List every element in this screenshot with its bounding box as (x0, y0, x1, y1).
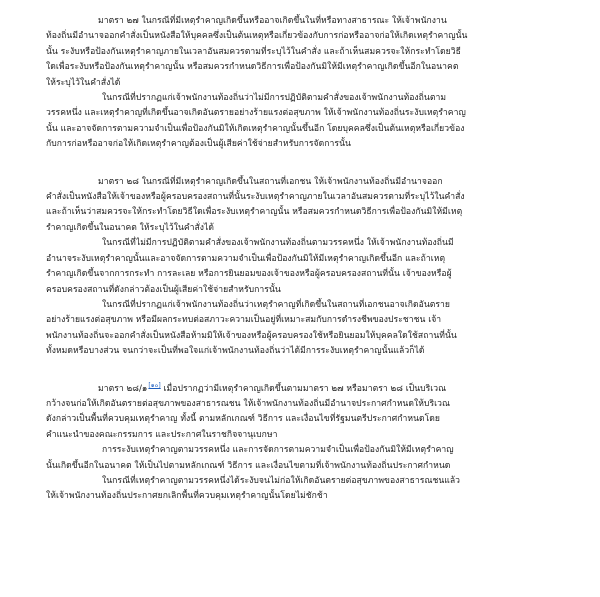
paragraph-line: รำคาญเกิดขึ้นจากการกระทำ การละเลย หรือการยินยอมของเจ้าของหรือผู้ครอบครองสถานที่นั้น เจ้าของหรือผู้ (46, 269, 452, 280)
section-28 (46, 175, 578, 360)
paragraph-line: คำแนะนำของคณะกรรมการ และประกาศในราชกิจจานุเบกษา (46, 429, 278, 440)
paragraph-line: ครอบครองสถานที่ดังกล่าวต้องเป็นผู้เสียค่าใช้จ่ายสำหรับการนั้น (46, 284, 281, 295)
paragraph-line: คำสั่งเป็นหนังสือให้เจ้าของหรือผู้ครอบครองสถานที่นั้นระงับเหตุรำคาญภายในเวลาอันสมควรตามที่ระบุไว้ในคำสั่ง (46, 192, 465, 203)
paragraph-line: มาตรา ๒๗ ในกรณีที่มีเหตุรำคาญเกิดขึ้นหรืออาจเกิดขึ้นในที่หรือทางสาธารณะ ให้เจ้าพนักงาน (98, 16, 447, 26)
paragraph-text: เมื่อปรากฏว่ามีเหตุรำคาญเกิดขึ้นตามมาตรา ๒๗ หรือมาตรา ๒๘ เป็นบริเวณ (160, 383, 447, 394)
paragraph-line: มาตรา ๒๘ ในกรณีที่มีเหตุรำคาญเกิดขึ้นในสถานที่เอกชน ให้เจ้าพนักงานท้องถิ่นมีอำนาจออก (98, 176, 443, 187)
paragraph-line: นั้นเกิดขึ้นอีกในอนาคต ให้เป็นไปตามหลักเกณฑ์ วิธีการ และเงื่อนไขตามที่เจ้าพนักงานท้องถิ่นประกาศกำหนด (46, 460, 451, 471)
paragraph-line: ในกรณีที่ไม่มีการปฏิบัติตามคำสั่งของเจ้าพนักงานท้องถิ่นตามวรรคหนึ่ง ให้เจ้าพนักงานท้องถิ่นมี (102, 238, 454, 249)
paragraph-line: ในกรณีที่เหตุรำคาญตามวรรคหนึ่งได้ระงับจนไม่ก่อให้เกิดอันตรายต่อสุขภาพของสาธารณชนแล้ว (102, 475, 461, 486)
paragraph-line: นั้น และอาจจัดการตามความจำเป็นเพื่อป้องกันมิให้เกิดเหตุรำคาญนั้นขึ้นอีก โดยบุคคลซึ่งเป็นต้นเหตุหรือเกี่ยวข้อง (46, 123, 465, 134)
paragraph-line: ในกรณีที่ปรากฏแก่เจ้าพนักงานท้องถิ่นว่าเหตุรำคาญที่เกิดขึ้นในสถานที่เอกชนอาจเกิดอันตราย (102, 299, 451, 310)
paragraph-line: และถ้าเห็นว่าสมควรจะให้กระทำโดยวิธีใดเพื่อระงับเหตุรำคาญนั้น หรือสมควรกำหนดวิธีการเพื่อป้องกันมิให้มีเหตุ (46, 207, 463, 218)
paragraph-line: ดังกล่าวเป็นพื้นที่ควบคุมเหตุรำคาญ ทั้งนี้ ตามหลักเกณฑ์ วิธีการ และเงื่อนไขที่รัฐมนตรีประกาศกำหนดโดย (46, 414, 441, 425)
paragraph-line: นั้น ระงับหรือป้องกันเหตุรำคาญภายในเวลาอันสมควรตามที่ระบุไว้ในคำสั่ง และถ้าเห็นสมควรจะให้กระทำโดยวิธี (46, 46, 461, 57)
paragraph-line: กับการก่อหรืออาจก่อให้เกิดเหตุรำคาญต้องเป็นผู้เสียค่าใช้จ่ายสำหรับการจัดการนั้น (46, 139, 351, 150)
section-27 (46, 14, 578, 153)
paragraph-line: การระงับเหตุรำคาญตามวรรคหนึ่ง และการจัดการตามความจำเป็นเพื่อป้องกันมิให้มีเหตุรำคาญ (102, 445, 454, 456)
paragraph-line (46, 382, 578, 397)
paragraph-line: ใดเพื่อระงับหรือป้องกันเหตุรำคาญนั้น หรือสมควรกำหนดวิธีการเพื่อป้องกันมิให้มีเหตุรำคาญเกิดขึ้นอีกในอนาคต (46, 62, 459, 73)
paragraph-line: วรรคหนึ่ง และเหตุรำคาญที่เกิดขึ้นอาจเกิดอันตรายอย่างร้ายแรงต่อสุขภาพ ให้เจ้าพนักงานท้องถิ่นระงับเหตุรำคาญ (46, 108, 466, 119)
paragraph-line: ทั้งหมดหรือบางส่วน จนกว่าจะเป็นที่พอใจแก่เจ้าพนักงานท้องถิ่นว่าได้มีการระงับเหตุรำคาญนั้นแล้วก็ได้ (46, 346, 425, 357)
section-number: มาตรา ๒๘/๑ (98, 383, 148, 394)
paragraph-line: พนักงานท้องถิ่นจะออกคำสั่งเป็นหนังสือห้ามมิให้เจ้าของหรือผู้ครอบครองใช้หรือยินยอมให้บุคคลใดใช้สถานที่นั้น (46, 330, 457, 341)
paragraph-line: ให้ระบุไว้ในคำสั่งได้ (46, 77, 121, 88)
paragraph-line: อย่างร้ายแรงต่อสุขภาพ หรือมีผลกระทบต่อสภาวะความเป็นอยู่ที่เหมาะสมกับการดำรงชีพของประชาชน เจ้า (46, 315, 442, 326)
paragraph-line: กว้างจนก่อให้เกิดอันตรายต่อสุขภาพของสาธารณชน ให้เจ้าพนักงานท้องถิ่นมีอำนาจประกาศกำหนดให้บริเวณ (46, 398, 450, 409)
paragraph-line: อำนาจระงับเหตุรำคาญนั้นและอาจจัดการตามความจำเป็นเพื่อป้องกันมิให้มีเหตุรำคาญเกิดขึ้นอีก และถ้าเหตุ (46, 253, 446, 264)
paragraph-line: รำคาญเกิดขึ้นในอนาคต ให้ระบุไว้ในคำสั่งได้ (46, 222, 215, 233)
paragraph-line: ในกรณีที่ปรากฏแก่เจ้าพนักงานท้องถิ่นว่าไม่มีการปฏิบัติตามคำสั่งของเจ้าพนักงานท้องถิ่นตาม (102, 93, 447, 104)
footnote-link[interactable]: [๑๐] (148, 381, 161, 389)
paragraph-line: ให้เจ้าพนักงานท้องถิ่นประกาศยกเลิกพื้นที่ควบคุมเหตุรำคาญนั้นโดยไม่ชักช้า (46, 491, 328, 502)
paragraph-line: ท้องถิ่นมีอำนาจออกคำสั่งเป็นหนังสือให้บุคคลซึ่งเป็นต้นเหตุหรือเกี่ยวข้องกับการก่อหรืออาจก่อให้เกิดเหตุรำคาญนั้น (46, 31, 468, 42)
section-28-1 (46, 382, 578, 505)
